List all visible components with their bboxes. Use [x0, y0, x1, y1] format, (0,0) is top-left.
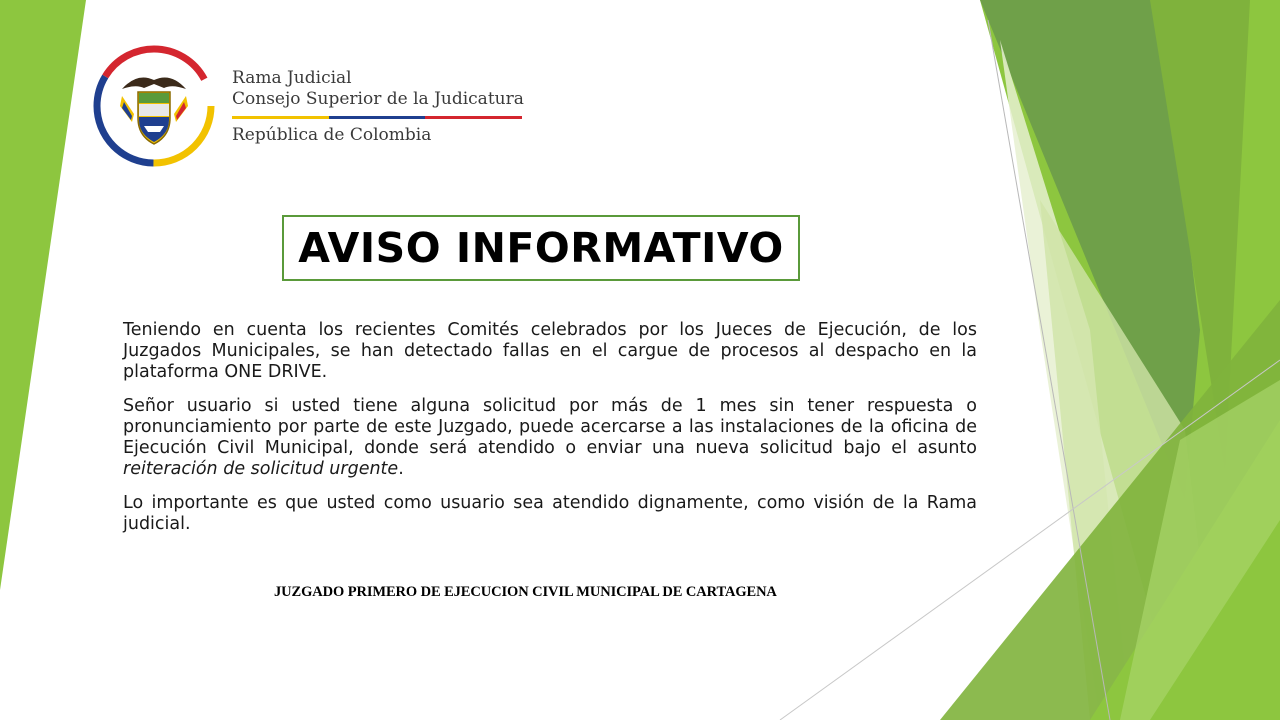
notice-paragraph-3: Lo importante es que usted como usuario sea atendido dignamente, como visión de la Rama judicial. [123, 493, 977, 534]
tricolor-yellow [232, 116, 329, 119]
coat-of-arms-icon [92, 44, 216, 168]
tricolor-red [425, 116, 522, 119]
notice-paragraph-2-end: . [398, 459, 404, 479]
notice-title-box [282, 215, 800, 281]
org-name-line2: Consejo Superior de la Judicatura [232, 89, 524, 109]
court-name: JUZGADO PRIMERO DE EJECUCION CIVIL MUNICIPAL DE CARTAGENA [274, 584, 777, 600]
organization-header [232, 68, 524, 146]
notice-paragraph-1: Teniendo en cuenta los recientes Comités celebrados por los Jueces de Ejecución, de los Juzgados Municipales, se han detectado fallas en el cargue de procesos al despacho en la plataforma ONE DRIVE. [123, 320, 977, 382]
notice-paragraph-2-main: Señor usuario si usted tiene alguna solicitud por más de 1 mes sin tener respuesta o pronunciamiento por parte de este Juzgado, puede acercarse a las instalaciones de la oficina de Ejecución Civil Municipal, donde será atendido o enviar una nueva solicitud bajo el asunto [123, 396, 977, 458]
notice-paragraph-2 [123, 396, 977, 480]
notice-paragraph-2-emphasis: reiteración de solicitud urgente [123, 459, 399, 479]
country-name: República de Colombia [232, 125, 432, 145]
notice-body [123, 320, 977, 548]
tricolor-divider [232, 116, 522, 119]
tricolor-blue [329, 116, 426, 119]
org-name-line1: Rama Judicial [232, 68, 352, 88]
left-green-shape [0, 0, 86, 590]
notice-title: AVISO INFORMATIVO [298, 224, 784, 272]
